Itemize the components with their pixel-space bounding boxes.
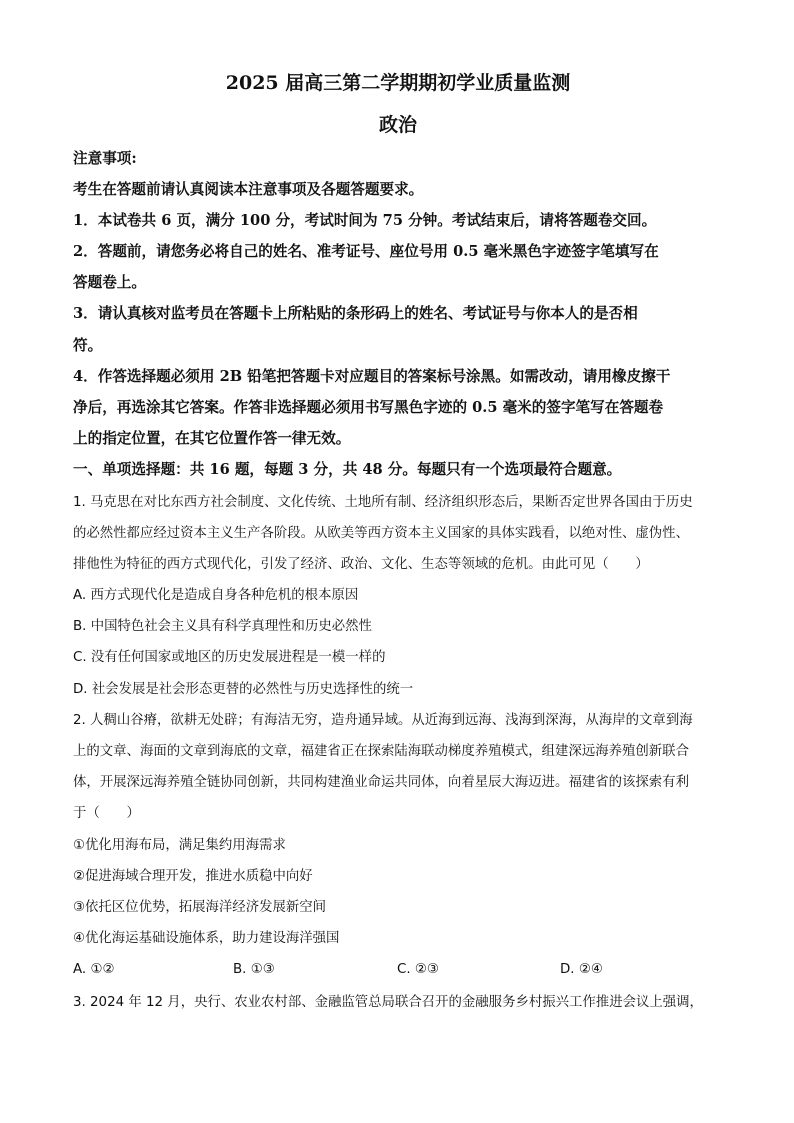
q2-stem-line-1: 2. 人稠山谷瘠，欲耕无处辟；有海洁无穷，造舟通异域。从近海到远海、浅海到深海，从海岸的文章到海 <box>73 713 693 728</box>
exam-title: 2025 届高三第二学期期初学业质量监测 <box>225 72 571 94</box>
q1-option-b: B. 中国特色社会主义具有科学真理性和历史必然性 <box>73 619 372 634</box>
notice-item-1: 1．本试卷共 6 页，满分 100 分，考试时间为 75 分钟。考试结束后，请将答题卷交回。 <box>73 212 657 229</box>
q3-stem-line-1: 3. 2024 年 12 月，央行、农业农村部、金融监管总局联合召开的金融服务乡村振兴工作推进会议上强调， <box>73 995 703 1010</box>
q2-stem-line-4: 于（ ） <box>73 806 140 821</box>
q1-option-c: C. 没有任何国家或地区的历史发展进程是一模一样的 <box>73 650 386 665</box>
q2-option-b: B. ①③ <box>233 962 275 977</box>
q2-option-a: A. ①② <box>73 962 115 977</box>
q2-options-row <box>73 960 723 980</box>
q2-statement-4: ④优化海运基础设施体系，助力建设海洋强国 <box>73 931 340 946</box>
notice-item-4-line-2: 净后，再选涂其它答案。作答非选择题必须用书写黑色字迹的 0.5 毫米的签字笔写在答题卷 <box>73 399 664 416</box>
q1-stem-line-2: 的必然性都应经过资本主义生产各阶段。从欧美等西方资本主义国家的具体实践看，以绝对性、虚伪性、 <box>73 526 689 541</box>
notice-item-4-line-1: 4．作答选择题必须用 2B 铅笔把答题卡对应题目的答案标号涂黑。如需改动，请用橡皮擦干 <box>73 368 671 385</box>
q2-statement-3: ③依托区位优势，拓展海洋经济发展新空间 <box>73 900 327 915</box>
notice-item-3-line-1: 3．请认真核对监考员在答题卡上所粘贴的条形码上的姓名、考试证号与你本人的是否相 <box>73 305 638 322</box>
q2-statement-1: ①优化用海布局，满足集约用海需求 <box>73 838 286 853</box>
q1-option-d: D. 社会发展是社会形态更替的必然性与历史选择性的统一 <box>73 682 414 697</box>
q2-option-c: C. ②③ <box>397 962 439 977</box>
q1-option-a: A. 西方式现代化是造成自身各种危机的根本原因 <box>73 588 359 603</box>
exam-subject: 政治 <box>378 114 417 136</box>
q2-statement-2: ②促进海域合理开发，推进水质稳中向好 <box>73 869 313 884</box>
q1-stem-line-1: 1. 马克思在对比东西方社会制度、文化传统、土地所有制、经济组织形态后，果断否定世界各国由于历史 <box>73 495 693 510</box>
notice-item-3-line-2: 符。 <box>73 337 103 354</box>
notice-item-2-line-2: 答题卷上。 <box>73 274 146 291</box>
notice-heading: 注意事项: <box>73 150 137 167</box>
section-1-heading: 一、单项选择题：共 16 题，每题 3 分，共 48 分。每题只有一个选项最符合题意。 <box>73 461 622 478</box>
q2-option-d: D. ②④ <box>560 962 603 977</box>
notice-intro: 考生在答题前请认真阅读本注意事项及各题答题要求。 <box>73 181 424 198</box>
q1-stem-line-3: 排他性为特征的西方式现代化，引发了经济、政治、文化、生态等领域的危机。由此可见（ ） <box>73 557 649 572</box>
notice-item-2-line-1: 2．答题前，请您务必将自己的姓名、准考证号、座位号用 0.5 毫米黑色字迹签字笔填写在 <box>73 243 659 260</box>
q2-stem-line-3: 体，开展深远海养殖全链协同创新，共同构建渔业命运共同体，向着星辰大海迈进。福建省的该探索有利 <box>73 775 689 790</box>
q2-stem-line-2: 上的文章、海面的文章到海底的文章，福建省正在探索陆海联动梯度养殖模式，组建深远海养殖创新联合 <box>73 744 689 759</box>
notice-item-4-line-3: 上的指定位置，在其它位置作答一律无效。 <box>73 430 351 447</box>
